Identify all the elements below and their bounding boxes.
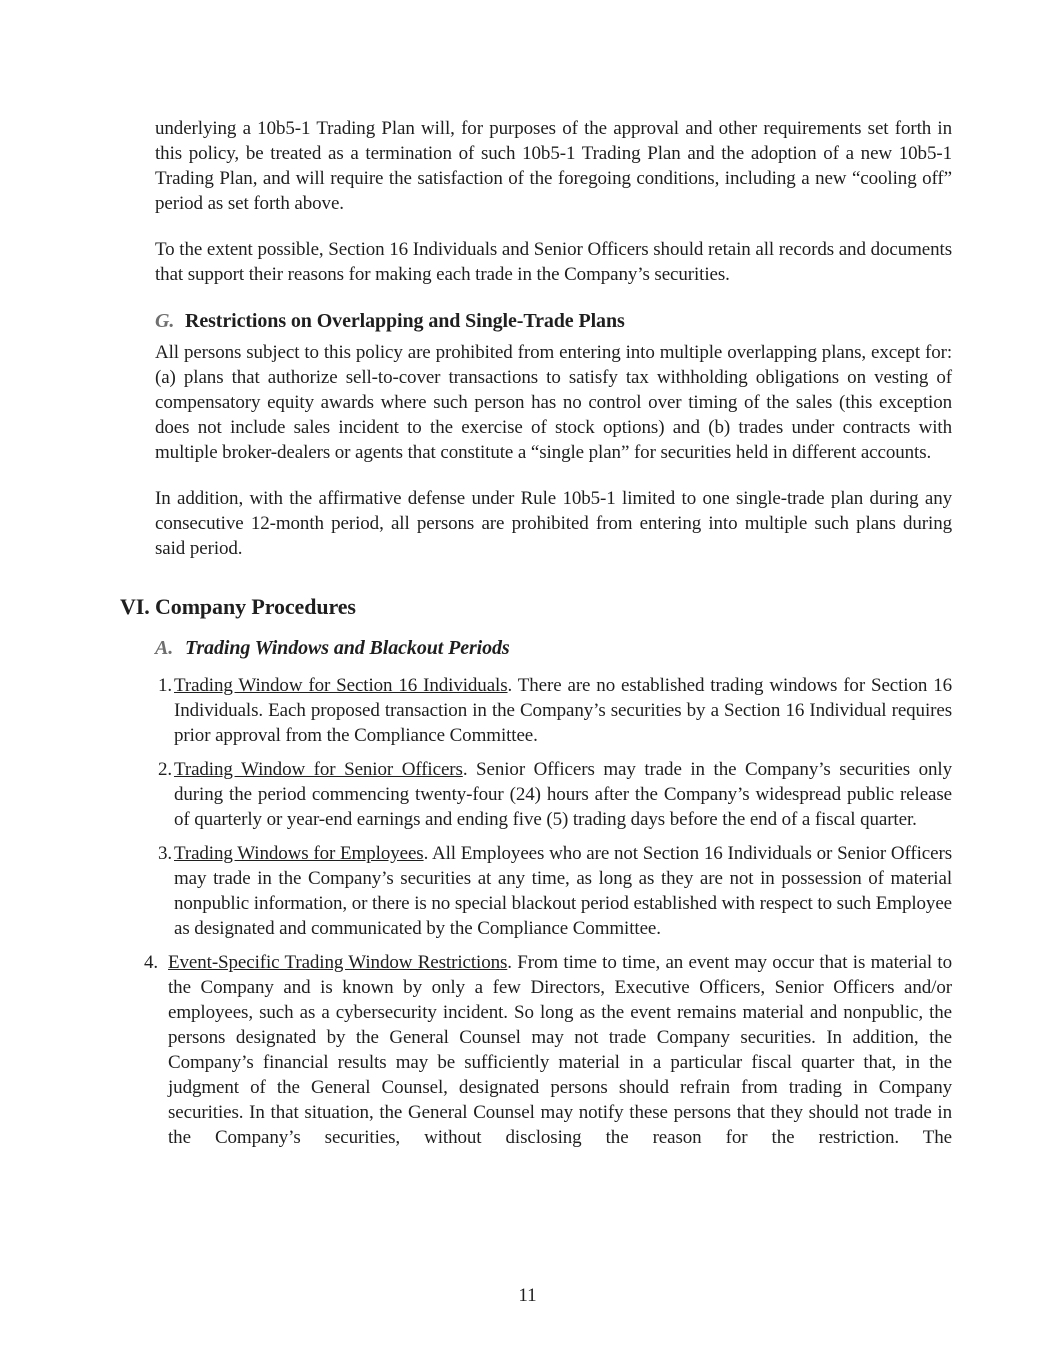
list-item-trading-window-section16 [155,673,952,748]
page-content [120,116,953,1159]
list-item-lead: Trading Window for Senior Officers [174,759,463,780]
list-item-text: . Senior Officers may trade in the Company’s securities only during the period commencing twenty-four (24) hours after the Company’s widespread public release of quarterly or year-end earnings and ending five (5) trading days before the end of a fiscal quarter. [174,759,952,830]
page-number: 11 [518,1285,537,1306]
subsection-heading-a [155,635,952,661]
list-number: 1. [158,675,173,696]
section-heading-g [155,308,952,334]
paragraph-continuation: underlying a 10b5-1 Trading Plan will, for purposes of the approval and other requirements set forth in this policy, be treated as a termination of such 10b5-1 Trading Plan and the adoption of a new 10b5-1 Trading Plan, and will require the satisfaction of the foregoing conditions, including a new “cooling off” period as set forth above. [155,118,952,214]
list-item-text: . From time to time, an event may occur that is material to the Company and is known by only a few Directors, Executive Officers, Senior Officers and/or employees, such as a cybersecurity incident. So long as the event remains material and nonpublic, the persons designated by the General Counsel may not trade Company securities. In addition, the Company’s financial results may be sufficiently material in a particular fiscal quarter that, in the judgment of the General Counsel, designated persons should refrain from trading in Company securities. In that situation, the General Counsel may notify these persons that they should not trade in the Company’s securities, without disclosing the reason for the restriction. The [168,952,952,1148]
chapter-title-vi: Company Procedures [155,594,356,619]
list-item-event-specific-restrictions [144,950,952,1150]
subsection-title-a: Trading Windows and Blackout Periods [185,637,510,659]
list-item-trading-windows-employees [155,841,952,941]
section-title-g: Restrictions on Overlapping and Single-Trade Plans [185,310,625,332]
paragraph-overlapping-plans: All persons subject to this policy are prohibited from entering into multiple overlapping plans, except for: (a) plans that authorize sell-to-cover transactions to satisfy tax withholding obligations on vesting of compensatory equity awards where such person has no control over timing of the sales (this exception does not include sales incident to the exercise of stock options) and (b) trades under contracts with multiple broker-dealers or agents that constitute a “single plan” for securities held in different accounts. [155,342,952,463]
list-item-text: . There are no established trading windows for Section 16 Individuals. Each proposed transaction in the Company’s securities by a Section 16 Individual requires prior approval from the Compliance Committee. [174,675,953,746]
list-item-lead: Event-Specific Trading Window Restrictions [168,952,508,973]
list-item-lead: Trading Window for Section 16 Individuals [174,675,508,696]
list-item-text: . All Employees who are not Section 16 Individuals or Senior Officers may trade in the Company’s securities at any time, as long as they are not in possession of material nonpublic information, or there is no special blackout period established with respect to such Employee as designated and communicated by the Compliance Committee. [174,843,952,939]
list-number: 3. [158,843,173,864]
chapter-marker-vi: VI. [120,594,150,619]
paragraph-single-trade-plan: In addition, with the affirmative defense under Rule 10b5-1 limited to one single-trade plan during any consecutive 12-month period, all persons are prohibited from entering into multiple such plans during said period. [155,488,952,559]
paragraph-records-retention: To the extent possible, Section 16 Individuals and Senior Officers should retain all records and documents that support their reasons for making each trade in the Company’s securities. [155,239,952,285]
list-item-trading-window-senior-officers [155,757,952,832]
list-number: 2. [158,759,173,780]
subsection-marker-a: A. [155,637,174,659]
numbered-list [144,673,953,1150]
list-number: 4. [144,952,159,973]
chapter-heading-vi [120,593,952,621]
list-item-lead: Trading Windows for Employees [174,843,424,864]
section-marker-g: G. [155,310,175,332]
